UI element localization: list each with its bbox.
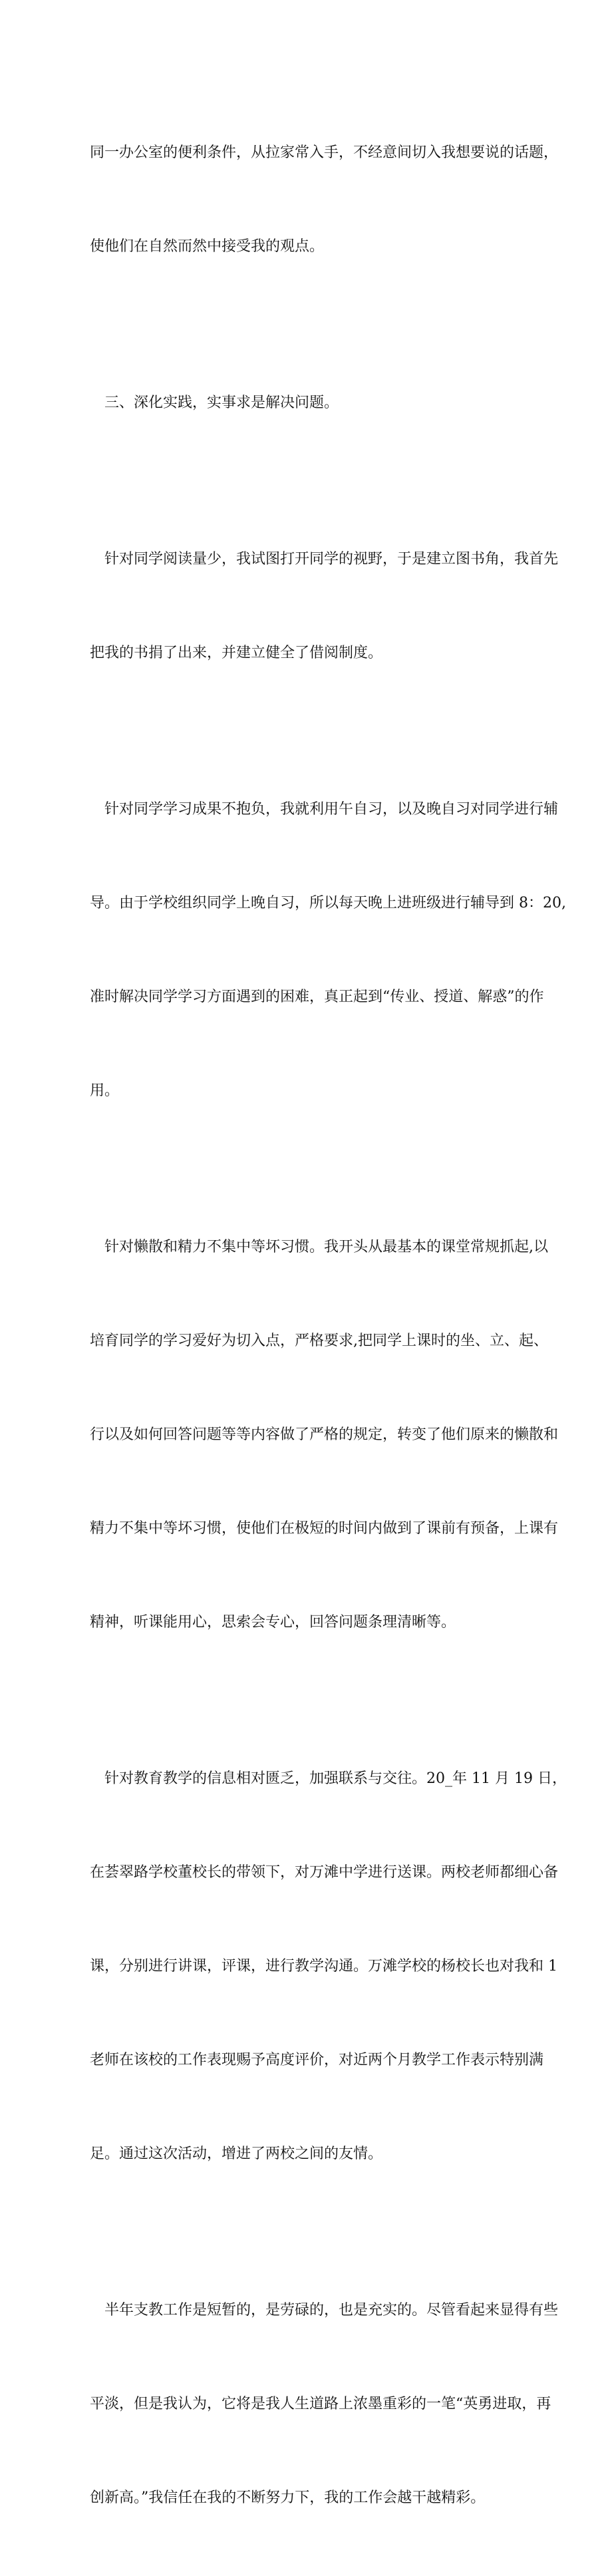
paragraph-3	[90, 481, 559, 731]
text-line: 行以及如何回答问题等等内容做了严格的规定，转变了他们原来的懒散和	[90, 1426, 559, 1443]
text-line: 准时解决同学学习方面遇到的困难，真正起到“传业、授道、解惑”的作	[90, 989, 544, 1005]
text-line: 老师在该校的工作表现赐予高度评价，对近两个月教学工作表示特别满	[90, 2052, 544, 2068]
section-heading: 三、深化实践，实事求是解决问题。	[90, 395, 339, 411]
text-line: 针对懒散和精力不集中等坏习惯。我开头从最基本的课堂常规抓起,以	[90, 1239, 548, 1255]
text-line: 针对同学阅读量少，我试图打开同学的视野，于是建立图书角，我首先	[90, 551, 559, 567]
text-line: 用。	[90, 1082, 120, 1099]
text-line: 精神，听课能用心，思索会专心，回答问题条理清晰等。	[90, 1614, 456, 1631]
text-line: 把我的书捐了出来，并建立健全了借阅制度。	[90, 645, 383, 661]
document-body	[90, 75, 567, 2576]
text-line: 平淡，但是我认为，它将是我人生道路上浓墨重彩的一笔“英勇进取，再	[90, 2396, 551, 2412]
text-line: 精力不集中等坏习惯，使他们在极短的时间内做到了课前有预备，上课有	[90, 1520, 559, 1537]
text-line: 课，分别进行讲课，评课，进行教学沟通。万滩学校的杨校长也对我和 1	[90, 1958, 557, 1975]
text-line: 半年支教工作是短暂的，是劳碌的，也是充实的。尽管看起来显得有些	[90, 2302, 559, 2319]
text-line: 使他们在自然而然中接受我的观点。	[90, 238, 325, 255]
paragraph-4	[90, 731, 566, 1169]
text-line: 足。通过这次活动，增进了两校之间的友情。	[90, 2146, 383, 2162]
text-line: 在荟翠路学校董校长的带领下，对万滩中学进行送课。两校老师都细心备	[90, 1864, 559, 1881]
text-line: 同一办公室的便利条件，从拉家常入手，不经意间切入我想要说的话题，	[90, 144, 559, 161]
paragraph-5	[90, 1169, 559, 1700]
paragraph-7	[90, 2232, 559, 2576]
text-line: 导。由于学校组织同学上晚自习，所以每天晚上进班级进行辅导到 8：20,	[90, 895, 566, 911]
paragraph-6	[90, 1700, 567, 2232]
paragraph-1	[90, 75, 559, 325]
text-line: 针对同学学习成果不抱负，我就利用午自习，以及晚自习对同学进行辅	[90, 801, 559, 818]
text-line: 培育同学的学习爱好为切入点，严格要求,把同学上课时的坐、立、起、	[90, 1333, 548, 1349]
paragraph-2-heading	[90, 325, 522, 481]
text-line: 针对教育教学的信息相对匮乏，加强联系与交往。20_年 11 月 19 日，	[90, 1770, 567, 1787]
text-line: 创新高。”我信任在我的不断努力下，我的工作会越干越精彩。	[90, 2490, 486, 2506]
